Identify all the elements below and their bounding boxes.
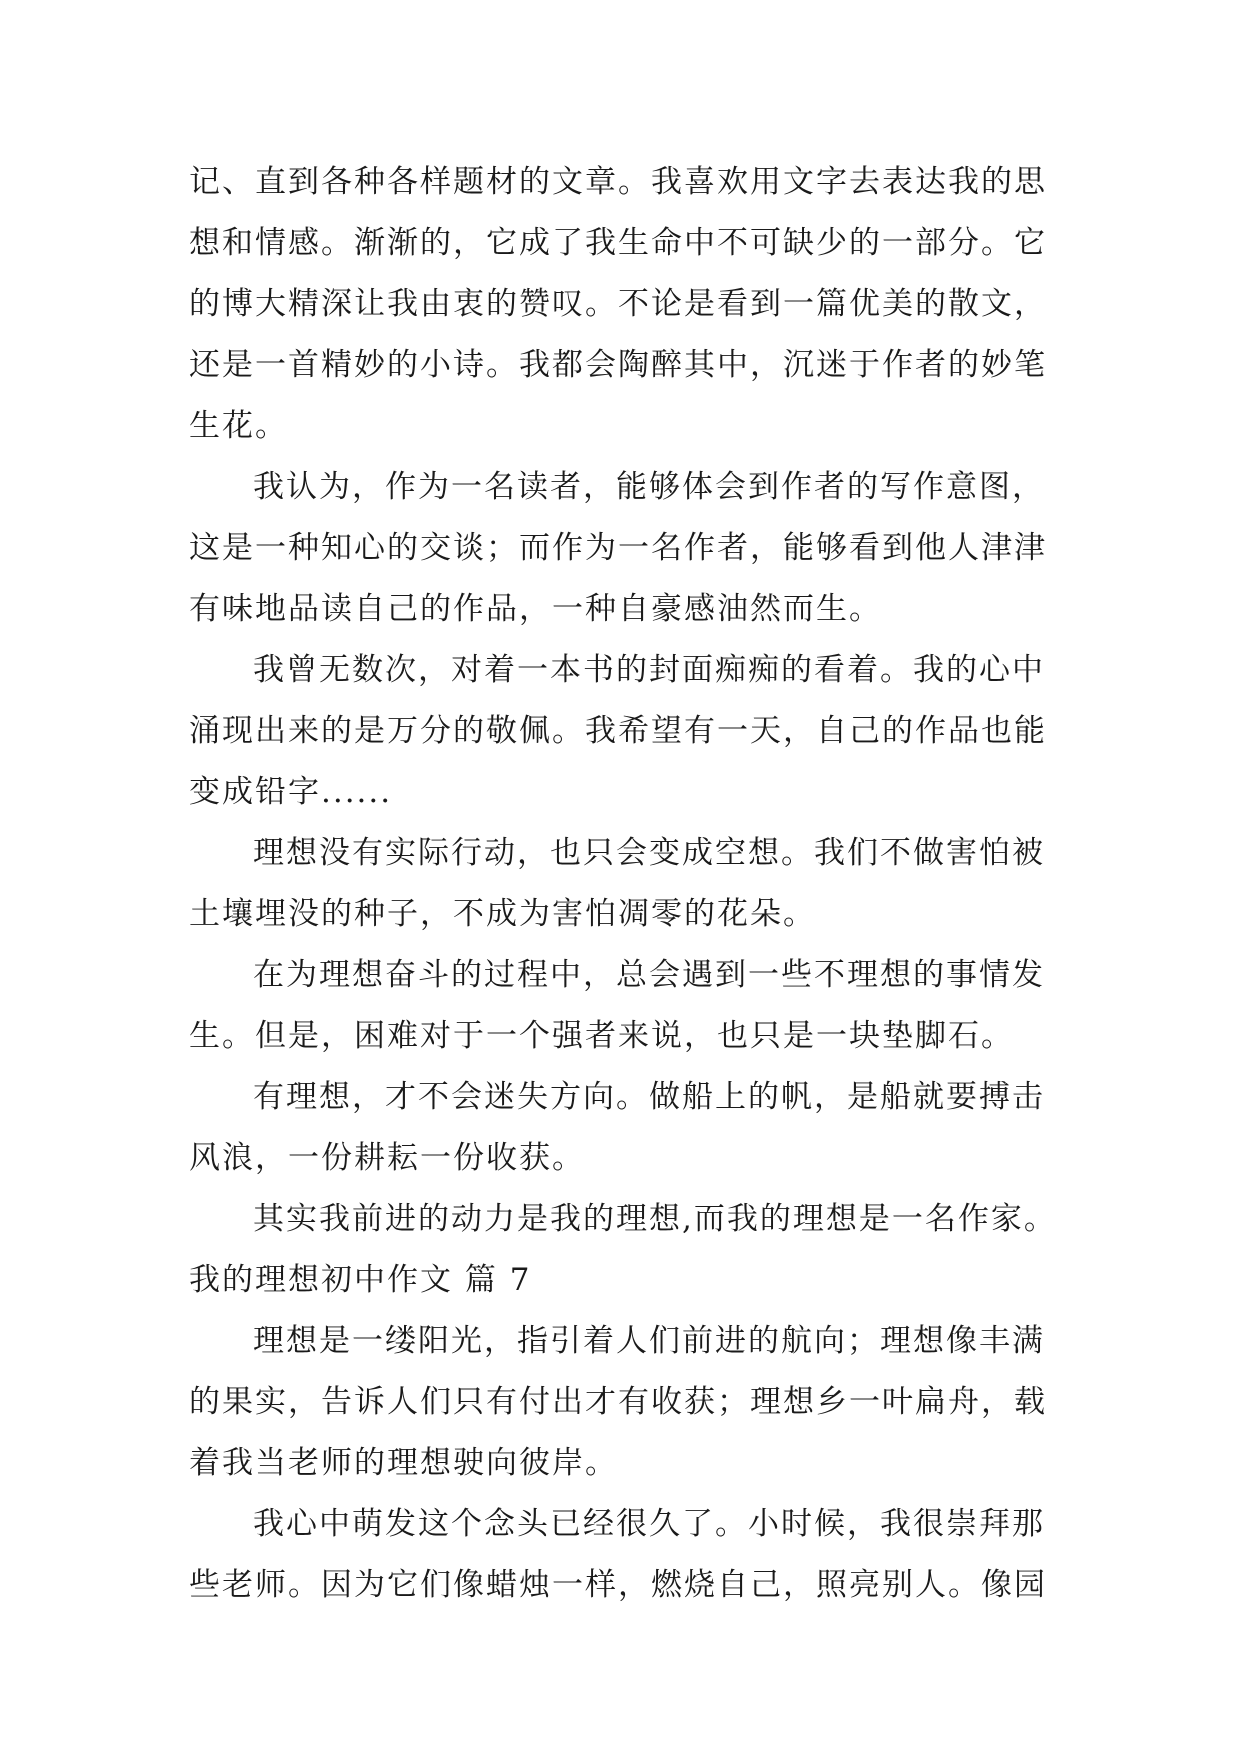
text-line: 记、直到各种各样题材的文章。我喜欢用文字去表达我的思 <box>189 164 1047 200</box>
text-line: 想和情感。渐渐的，它成了我生命中不可缺少的一部分。它 <box>189 225 1047 261</box>
text-line: 土壤埋没的种子，不成为害怕凋零的花朵。 <box>189 896 816 932</box>
text-line: 变成铅字...... <box>189 774 393 810</box>
section-heading: 我的理想初中作文 篇 7 <box>189 1262 532 1298</box>
document-page <box>189 152 1069 1616</box>
paragraph-first-line: 我认为，作为一名读者，能够体会到作者的写作意图， <box>253 469 1045 505</box>
text-line: 这是一种知心的交谈；而作为一名作者，能够看到他人津津 <box>189 530 1047 566</box>
text-line: 着我当老师的理想驶向彼岸。 <box>189 1445 618 1481</box>
paragraph-first-line: 理想没有实际行动，也只会变成空想。我们不做害怕被 <box>253 835 1045 871</box>
text-line: 的果实，告诉人们只有付出才有收获；理想乡一叶扁舟，载 <box>189 1384 1047 1420</box>
paragraph-first-line: 理想是一缕阳光，指引着人们前进的航向；理想像丰满 <box>253 1323 1045 1359</box>
paragraph-first-line: 我曾无数次，对着一本书的封面痴痴的看着。我的心中 <box>253 652 1045 688</box>
paragraph-first-line: 其实我前进的动力是我的理想,而我的理想是一名作家。 <box>253 1201 1057 1237</box>
text-line: 涌现出来的是万分的敬佩。我希望有一天，自己的作品也能 <box>189 713 1047 749</box>
text-line: 生花。 <box>189 408 288 444</box>
text-line: 生。但是，困难对于一个强者来说，也只是一块垫脚石。 <box>189 1018 1014 1054</box>
text-line: 还是一首精妙的小诗。我都会陶醉其中，沉迷于作者的妙笔 <box>189 347 1047 383</box>
paragraph-first-line: 有理想，才不会迷失方向。做船上的帆，是船就要搏击 <box>253 1079 1045 1115</box>
text-line: 些老师。因为它们像蜡烛一样，燃烧自己，照亮别人。像园 <box>189 1567 1047 1603</box>
text-line: 有味地品读自己的作品，一种自豪感油然而生。 <box>189 591 882 627</box>
paragraph-first-line: 我心中萌发这个念头已经很久了。小时候，我很崇拜那 <box>253 1506 1045 1542</box>
text-line: 风浪，一份耕耘一份收获。 <box>189 1140 585 1176</box>
text-line: 的博大精深让我由衷的赞叹。不论是看到一篇优美的散文， <box>189 286 1047 322</box>
paragraph-first-line: 在为理想奋斗的过程中，总会遇到一些不理想的事情发 <box>253 957 1045 993</box>
